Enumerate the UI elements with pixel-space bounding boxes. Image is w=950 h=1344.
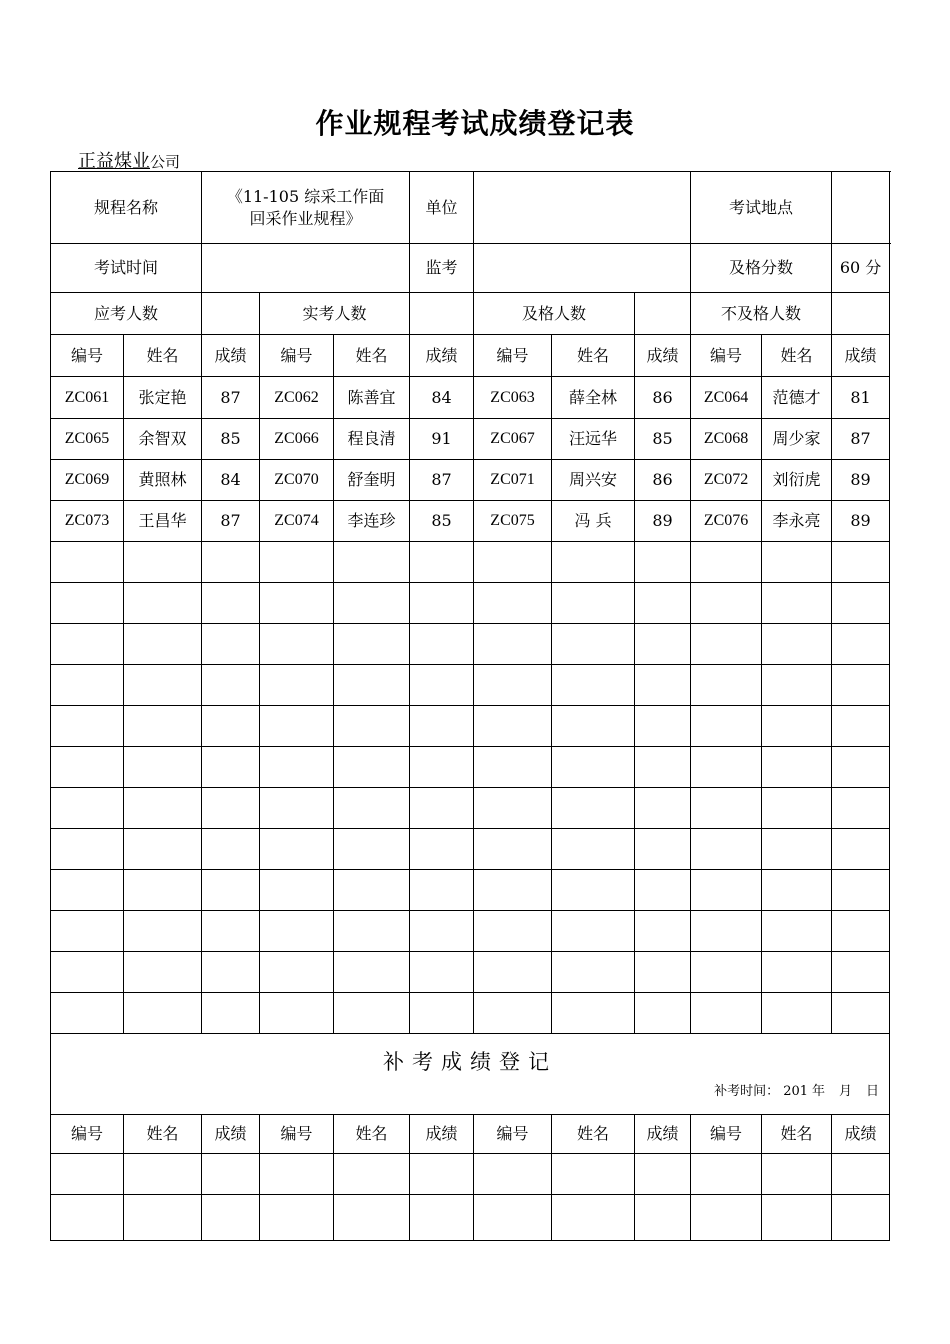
table-cell bbox=[552, 993, 635, 1034]
company-suffix: 公司 bbox=[150, 153, 181, 171]
table-cell: 周兴安 bbox=[552, 460, 635, 501]
table-cell bbox=[410, 911, 474, 952]
table-cell bbox=[691, 706, 762, 747]
table-cell bbox=[552, 952, 635, 993]
table-cell bbox=[762, 911, 832, 952]
table-cell bbox=[552, 624, 635, 665]
table-cell bbox=[635, 911, 691, 952]
table-cell bbox=[202, 747, 260, 788]
table-cell bbox=[552, 829, 635, 870]
table-cell bbox=[51, 952, 124, 993]
table-cell bbox=[832, 788, 890, 829]
header-cell: 成绩 bbox=[202, 1115, 260, 1154]
info-row-2 bbox=[51, 244, 890, 293]
table-cell bbox=[552, 788, 635, 829]
table-cell bbox=[410, 952, 474, 993]
time-label: 考试时间 bbox=[51, 244, 202, 293]
retake-header-row bbox=[51, 1115, 890, 1154]
table-cell bbox=[635, 1154, 691, 1195]
table-cell bbox=[410, 542, 474, 583]
table-cell bbox=[334, 542, 410, 583]
retake-row bbox=[51, 1154, 890, 1195]
info-row-1 bbox=[51, 172, 890, 244]
table-cell bbox=[635, 829, 691, 870]
table-cell bbox=[334, 583, 410, 624]
table-cell bbox=[691, 1154, 762, 1195]
table-cell bbox=[832, 993, 890, 1034]
header-row bbox=[51, 335, 890, 377]
header-cell: 成绩 bbox=[202, 335, 260, 377]
table-cell bbox=[762, 624, 832, 665]
table-cell: 89 bbox=[832, 460, 890, 501]
table-cell: ZC068 bbox=[691, 419, 762, 460]
table-cell bbox=[474, 870, 552, 911]
header-cell: 成绩 bbox=[832, 1115, 890, 1154]
table-cell bbox=[410, 624, 474, 665]
table-cell bbox=[635, 665, 691, 706]
header-cell: 编号 bbox=[474, 335, 552, 377]
table-cell bbox=[691, 747, 762, 788]
header-cell: 成绩 bbox=[635, 335, 691, 377]
failed-label: 不及格人数 bbox=[691, 293, 832, 335]
passed-label: 及格人数 bbox=[474, 293, 635, 335]
table-cell bbox=[124, 993, 202, 1034]
retake-date-year: 201 bbox=[783, 1084, 809, 1099]
retake-row bbox=[51, 1195, 890, 1241]
table-row bbox=[51, 993, 890, 1034]
table-cell: 84 bbox=[410, 377, 474, 419]
table-cell bbox=[260, 665, 334, 706]
table-cell: 85 bbox=[410, 501, 474, 542]
table-cell bbox=[51, 829, 124, 870]
table-cell: 张定艳 bbox=[124, 377, 202, 419]
table-cell bbox=[410, 665, 474, 706]
table-row bbox=[51, 460, 890, 501]
table-cell bbox=[691, 624, 762, 665]
table-cell bbox=[474, 747, 552, 788]
table-cell bbox=[832, 747, 890, 788]
table-row bbox=[51, 788, 890, 829]
failed-value bbox=[832, 293, 890, 335]
table-cell bbox=[334, 829, 410, 870]
table-cell: 汪远华 bbox=[552, 419, 635, 460]
table-cell: ZC072 bbox=[691, 460, 762, 501]
company-line bbox=[78, 147, 180, 173]
table-cell bbox=[410, 1154, 474, 1195]
table-row bbox=[51, 911, 890, 952]
table-cell bbox=[334, 788, 410, 829]
table-cell bbox=[410, 1195, 474, 1241]
table-cell bbox=[762, 665, 832, 706]
table-cell bbox=[832, 911, 890, 952]
table-cell: ZC071 bbox=[474, 460, 552, 501]
retake-date-prefix: 补考时间： bbox=[714, 1084, 780, 1099]
table-cell: 87 bbox=[410, 460, 474, 501]
regulation-label: 规程名称 bbox=[51, 172, 202, 244]
header-cell: 编号 bbox=[691, 335, 762, 377]
table-cell bbox=[202, 870, 260, 911]
passed-value bbox=[635, 293, 691, 335]
table-cell bbox=[260, 788, 334, 829]
table-cell: 黄照林 bbox=[124, 460, 202, 501]
header-cell: 编号 bbox=[260, 1115, 334, 1154]
table-cell bbox=[260, 1154, 334, 1195]
table-cell bbox=[124, 870, 202, 911]
header-cell: 姓名 bbox=[552, 335, 635, 377]
counts-row bbox=[51, 293, 890, 335]
table-cell bbox=[334, 911, 410, 952]
table-cell bbox=[762, 747, 832, 788]
table-cell: ZC063 bbox=[474, 377, 552, 419]
table-cell bbox=[260, 952, 334, 993]
table-cell bbox=[410, 583, 474, 624]
proctor-value bbox=[474, 244, 691, 293]
table-cell: ZC070 bbox=[260, 460, 334, 501]
header-cell: 姓名 bbox=[334, 1115, 410, 1154]
table-cell bbox=[260, 993, 334, 1034]
regulation-value-line1: 《11-105 综采工作面 bbox=[226, 186, 385, 206]
table-cell bbox=[51, 665, 124, 706]
table-cell bbox=[635, 624, 691, 665]
table-cell: 86 bbox=[635, 377, 691, 419]
table-row bbox=[51, 665, 890, 706]
table-cell bbox=[552, 911, 635, 952]
header-cell: 编号 bbox=[51, 1115, 124, 1154]
table-cell bbox=[474, 542, 552, 583]
table-cell: 81 bbox=[832, 377, 890, 419]
table-cell bbox=[832, 542, 890, 583]
table-cell bbox=[691, 829, 762, 870]
table-cell bbox=[260, 624, 334, 665]
table-cell bbox=[260, 706, 334, 747]
table-cell: 舒奎明 bbox=[334, 460, 410, 501]
table-cell: 冯 兵 bbox=[552, 501, 635, 542]
table-row bbox=[51, 542, 890, 583]
table-cell bbox=[410, 829, 474, 870]
regulation-value bbox=[202, 172, 410, 244]
table-cell: ZC073 bbox=[51, 501, 124, 542]
table-cell bbox=[202, 583, 260, 624]
header-cell: 编号 bbox=[260, 335, 334, 377]
table-cell: 陈善宜 bbox=[334, 377, 410, 419]
table-cell bbox=[410, 870, 474, 911]
header-cell: 成绩 bbox=[635, 1115, 691, 1154]
table-cell bbox=[635, 706, 691, 747]
table-cell bbox=[691, 952, 762, 993]
table-cell bbox=[260, 829, 334, 870]
table-cell bbox=[260, 747, 334, 788]
table-cell bbox=[410, 993, 474, 1034]
table-cell bbox=[552, 706, 635, 747]
table-cell bbox=[124, 747, 202, 788]
table-cell bbox=[124, 1195, 202, 1241]
table-cell bbox=[124, 829, 202, 870]
table-cell bbox=[691, 583, 762, 624]
table-cell bbox=[410, 747, 474, 788]
table-row bbox=[51, 377, 890, 419]
table-cell: 91 bbox=[410, 419, 474, 460]
table-cell bbox=[334, 1154, 410, 1195]
table-cell: 87 bbox=[832, 419, 890, 460]
table-cell: 刘衍虎 bbox=[762, 460, 832, 501]
table-cell: ZC066 bbox=[260, 419, 334, 460]
table-cell bbox=[202, 1195, 260, 1241]
retake-cell bbox=[51, 1034, 890, 1115]
table-cell: 王昌华 bbox=[124, 501, 202, 542]
table-cell bbox=[474, 1154, 552, 1195]
table-cell bbox=[124, 911, 202, 952]
header-cell: 成绩 bbox=[410, 1115, 474, 1154]
table-cell bbox=[635, 870, 691, 911]
score-table bbox=[50, 171, 890, 1241]
table-cell bbox=[334, 706, 410, 747]
table-cell bbox=[832, 829, 890, 870]
table-cell bbox=[260, 542, 334, 583]
table-cell: 89 bbox=[635, 501, 691, 542]
table-cell bbox=[474, 665, 552, 706]
table-cell bbox=[832, 706, 890, 747]
page-title: 作业规程考试成绩登记表 bbox=[315, 107, 635, 140]
table-cell bbox=[334, 747, 410, 788]
header-cell: 编号 bbox=[51, 335, 124, 377]
table-cell bbox=[635, 788, 691, 829]
table-cell: ZC061 bbox=[51, 377, 124, 419]
table-cell bbox=[762, 870, 832, 911]
table-row bbox=[51, 583, 890, 624]
table-cell bbox=[635, 747, 691, 788]
table-cell bbox=[635, 542, 691, 583]
table-cell: ZC075 bbox=[474, 501, 552, 542]
table-cell bbox=[552, 583, 635, 624]
header-cell: 姓名 bbox=[124, 1115, 202, 1154]
table-cell bbox=[474, 952, 552, 993]
table-cell: 周少家 bbox=[762, 419, 832, 460]
table-cell: 薛全林 bbox=[552, 377, 635, 419]
location-value bbox=[832, 172, 890, 244]
location-label: 考试地点 bbox=[691, 172, 832, 244]
table-cell bbox=[51, 788, 124, 829]
table-cell bbox=[762, 829, 832, 870]
table-cell bbox=[635, 952, 691, 993]
table-cell: 84 bbox=[202, 460, 260, 501]
table-cell bbox=[124, 952, 202, 993]
header-cell: 成绩 bbox=[410, 335, 474, 377]
table-cell bbox=[51, 870, 124, 911]
table-cell bbox=[691, 870, 762, 911]
retake-year-label: 年 bbox=[812, 1084, 826, 1099]
table-cell bbox=[124, 1154, 202, 1195]
table-cell bbox=[202, 624, 260, 665]
proctor-label: 监考 bbox=[410, 244, 474, 293]
table-cell bbox=[832, 870, 890, 911]
table-cell bbox=[552, 542, 635, 583]
table-cell bbox=[260, 870, 334, 911]
table-cell bbox=[51, 624, 124, 665]
table-cell: 李永亮 bbox=[762, 501, 832, 542]
table-cell: ZC062 bbox=[260, 377, 334, 419]
table-cell bbox=[124, 788, 202, 829]
table-cell bbox=[691, 993, 762, 1034]
table-cell bbox=[260, 1195, 334, 1241]
table-cell bbox=[552, 747, 635, 788]
pass-score-label: 及格分数 bbox=[691, 244, 832, 293]
table-cell bbox=[474, 583, 552, 624]
table-cell bbox=[832, 665, 890, 706]
header-cell: 姓名 bbox=[762, 335, 832, 377]
table-cell bbox=[762, 952, 832, 993]
table-cell bbox=[635, 583, 691, 624]
table-cell bbox=[691, 911, 762, 952]
table-cell bbox=[410, 706, 474, 747]
table-cell bbox=[334, 952, 410, 993]
table-cell bbox=[202, 911, 260, 952]
table-cell bbox=[124, 624, 202, 665]
table-cell bbox=[762, 542, 832, 583]
header-cell: 姓名 bbox=[762, 1115, 832, 1154]
table-cell bbox=[762, 788, 832, 829]
table-cell bbox=[832, 583, 890, 624]
table-cell bbox=[474, 993, 552, 1034]
table-cell bbox=[691, 542, 762, 583]
header-cell: 姓名 bbox=[124, 335, 202, 377]
table-cell bbox=[474, 1195, 552, 1241]
table-cell bbox=[124, 583, 202, 624]
table-cell bbox=[635, 993, 691, 1034]
table-cell bbox=[474, 829, 552, 870]
table-cell bbox=[202, 952, 260, 993]
table-cell bbox=[635, 1195, 691, 1241]
table-cell: 86 bbox=[635, 460, 691, 501]
table-cell bbox=[202, 829, 260, 870]
table-row bbox=[51, 870, 890, 911]
table-cell bbox=[202, 706, 260, 747]
header-cell: 编号 bbox=[474, 1115, 552, 1154]
table-cell bbox=[334, 1195, 410, 1241]
table-cell: 85 bbox=[635, 419, 691, 460]
table-row bbox=[51, 419, 890, 460]
table-cell bbox=[832, 952, 890, 993]
table-cell bbox=[832, 624, 890, 665]
header-cell: 姓名 bbox=[552, 1115, 635, 1154]
table-cell bbox=[260, 911, 334, 952]
table-cell: 程良清 bbox=[334, 419, 410, 460]
company-name: 正益煤业 bbox=[78, 151, 150, 172]
table-cell bbox=[202, 665, 260, 706]
retake-day-label: 日 bbox=[866, 1084, 880, 1099]
table-cell bbox=[832, 1195, 890, 1241]
retake-title: 补考成绩登记 bbox=[383, 1050, 558, 1074]
table-cell: 范德才 bbox=[762, 377, 832, 419]
table-cell bbox=[51, 706, 124, 747]
table-cell bbox=[260, 583, 334, 624]
table-cell bbox=[762, 583, 832, 624]
table-cell bbox=[691, 1195, 762, 1241]
time-value bbox=[202, 244, 410, 293]
table-cell bbox=[552, 1154, 635, 1195]
expected-value bbox=[202, 293, 260, 335]
actual-label: 实考人数 bbox=[260, 293, 410, 335]
table-cell bbox=[334, 993, 410, 1034]
table-cell: 89 bbox=[832, 501, 890, 542]
table-cell bbox=[691, 665, 762, 706]
table-cell bbox=[51, 583, 124, 624]
table-cell bbox=[334, 624, 410, 665]
table-cell bbox=[691, 788, 762, 829]
table-row bbox=[51, 952, 890, 993]
table-row bbox=[51, 747, 890, 788]
header-cell: 成绩 bbox=[832, 335, 890, 377]
table-cell bbox=[552, 1195, 635, 1241]
table-cell: ZC069 bbox=[51, 460, 124, 501]
table-cell bbox=[552, 665, 635, 706]
table-cell: ZC074 bbox=[260, 501, 334, 542]
expected-label: 应考人数 bbox=[51, 293, 202, 335]
table-cell: ZC067 bbox=[474, 419, 552, 460]
table-cell bbox=[762, 706, 832, 747]
table-cell bbox=[51, 542, 124, 583]
table-cell bbox=[762, 1154, 832, 1195]
table-cell bbox=[124, 706, 202, 747]
table-cell: 85 bbox=[202, 419, 260, 460]
table-cell: ZC064 bbox=[691, 377, 762, 419]
table-cell bbox=[202, 993, 260, 1034]
regulation-value-line2: 回采作业规程》 bbox=[249, 208, 362, 228]
table-cell bbox=[762, 1195, 832, 1241]
table-cell bbox=[474, 706, 552, 747]
unit-label: 单位 bbox=[410, 172, 474, 244]
table-cell bbox=[334, 665, 410, 706]
actual-value bbox=[410, 293, 474, 335]
retake-section bbox=[51, 1034, 890, 1115]
table-cell bbox=[124, 542, 202, 583]
table-row bbox=[51, 829, 890, 870]
unit-value bbox=[474, 172, 691, 244]
table-cell: ZC065 bbox=[51, 419, 124, 460]
table-cell bbox=[51, 911, 124, 952]
table-row bbox=[51, 501, 890, 542]
table-cell bbox=[410, 788, 474, 829]
table-cell bbox=[474, 788, 552, 829]
table-row bbox=[51, 706, 890, 747]
table-cell bbox=[202, 788, 260, 829]
table-cell: 87 bbox=[202, 501, 260, 542]
table-cell bbox=[832, 1154, 890, 1195]
table-cell bbox=[51, 1154, 124, 1195]
table-cell bbox=[51, 993, 124, 1034]
table-cell bbox=[552, 870, 635, 911]
table-cell bbox=[762, 993, 832, 1034]
table-cell bbox=[51, 1195, 124, 1241]
pass-score-value: 60 分 bbox=[832, 244, 890, 293]
table-cell: ZC076 bbox=[691, 501, 762, 542]
table-row bbox=[51, 624, 890, 665]
table-cell bbox=[124, 665, 202, 706]
table-cell: 87 bbox=[202, 377, 260, 419]
table-cell bbox=[334, 870, 410, 911]
header-cell: 姓名 bbox=[334, 335, 410, 377]
retake-month-label: 月 bbox=[839, 1084, 853, 1099]
table-cell bbox=[202, 542, 260, 583]
table-cell bbox=[202, 1154, 260, 1195]
table-cell bbox=[51, 747, 124, 788]
table-cell: 李连珍 bbox=[334, 501, 410, 542]
table-cell: 余智双 bbox=[124, 419, 202, 460]
header-cell: 编号 bbox=[691, 1115, 762, 1154]
retake-date bbox=[51, 1081, 889, 1103]
table-cell bbox=[474, 624, 552, 665]
table-cell bbox=[474, 911, 552, 952]
